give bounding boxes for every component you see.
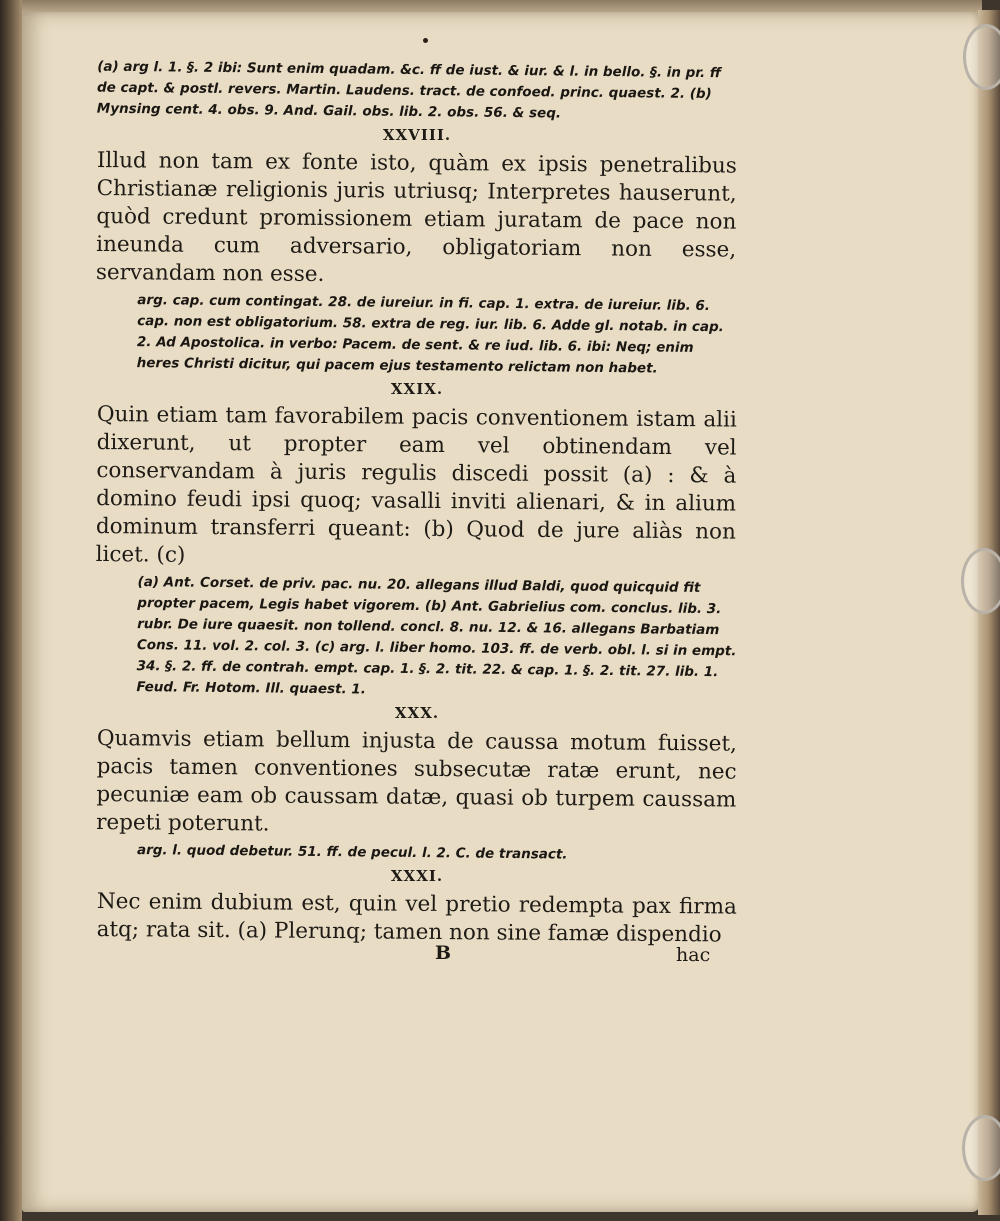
section-numeral: XXX. — [394, 704, 440, 722]
section-paragraph: Quin etiam tam favorabilem pacis conventionem istam alii dixerunt, ut propter eam vel obtinendam vel conservandam à juris regulis discedi possit (a) : & à domino feudi ipsi quoq; vasalli inviti alienari, & in alium dominum transferri queant: (b) Quod de jure aliàs non licet. (c) — [95, 401, 737, 568]
catchword: hac — [676, 944, 711, 966]
section-30 — [97, 703, 737, 864]
section-note: arg. l. quod debetur. 51. ff. de pecul. l. 2. C. de transact. — [136, 842, 568, 863]
section-28 — [97, 125, 737, 377]
section-numeral: XXVIII. — [382, 126, 452, 144]
ink-speck — [423, 38, 428, 43]
section-note: arg. cap. cum contingat. 28. de iureiur. in fi. cap. 1. extra. de iureiur. lib. 6. cap. non est obligatorium. 58. extra de reg. iur. lib. 6. Adde gl. notab. in cap. 2. Ad Apostolica. in verbo: Pacem. de sent. & re iud. lib. 6. ibi: Neq; enim heres Christi dicitur, qui pacem ejus testamento relictam non habet. — [136, 292, 724, 377]
binder-ring-icon — [961, 548, 1000, 614]
page-text — [97, 60, 737, 950]
section-paragraph: Quamvis etiam bellum injusta de caussa motum fuisset, pacis tamen conventiones subsecutæ ratæ erunt, nec pecuniæ eam ob caussam datæ, quasi ob turpem caussam repeti poterunt. — [96, 725, 737, 837]
section-numeral: XXXI. — [390, 867, 444, 885]
section-note: (a) Ant. Corset. de priv. pac. nu. 20. allegans illud Baldi, quod quicquid fit propter pacem, Legis habet vigorem. (b) Ant. Gabrielius com. conclus. lib. 3. rubr. De iure quaesit. non tollend. concl. 8. nu. 12. & 16. allegans Barbatiam Cons. 11. vol. 2. col. 3. (c) arg. l. liber homo. 103. ff. de verb. obl. l. si in empt. 34. §. 2. ff. de contrah. empt. cap. 1. §. 2. tit. 22. & cap. 1. §. 2. tit. 27. lib. 1. Feud. Fr. Hotom. Ill. quaest. 1. — [136, 574, 737, 698]
section-paragraph: Illud non tam ex fonte isto, quàm ex ipsis penetralibus Christianæ religionis juris utriusq; Interpretes hauserunt, quòd credunt promissionem etiam juratam de pace non ineunda cum adversario, obligatoriam non esse, servandam non esse. — [95, 147, 737, 287]
section-paragraph: Nec enim dubium est, quin vel pretio redempta pax firma atq; rata sit. (a) Plerunq; tamen non sine famæ dispendio — [96, 888, 737, 948]
section-31 — [96, 866, 737, 948]
section-29 — [97, 379, 737, 701]
book-gutter — [0, 0, 22, 1221]
signature-mark: B — [435, 942, 452, 964]
footnote-top: (a) arg l. 1. §. 2 ibi: Sunt enim quadam. &c. ff de iust. & iur. & l. in bello. §. in pr. ff de capt. & postl. revers. Martin. Laudens. tract. de confoed. princ. quaest. 2. (b) Mynsing cent. 4. obs. 9. And. Gail. obs. lib. 2. obs. 56. & seq. — [96, 58, 722, 122]
binder-ring-icon — [962, 1115, 1000, 1181]
section-numeral: XXIX. — [390, 380, 444, 398]
